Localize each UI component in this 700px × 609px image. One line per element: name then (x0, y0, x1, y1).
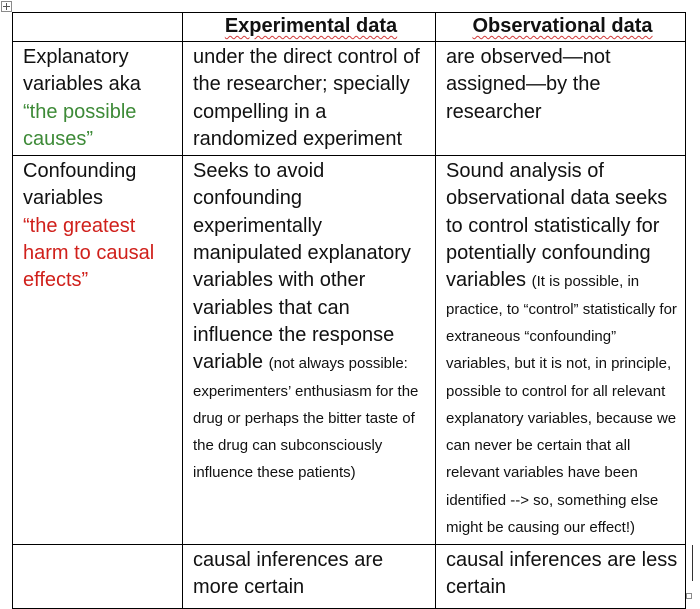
header-empty-cell[interactable] (13, 13, 183, 42)
experimental-text: causal inferences are more certain (193, 549, 384, 599)
observational-cell[interactable] (436, 545, 686, 609)
observational-note: (It is possible, in practice, to “control” statistically for extraneous “confounding” variables, but it is not, in principle, possible to control for all relevant explanatory variables, because we can never be certain that all relevant variables have been identified --> so, something else might be causing our effect!) (446, 273, 677, 537)
table-row (13, 156, 686, 545)
header-experimental-cell[interactable] (183, 13, 436, 42)
row-label: Confounding variables (23, 160, 137, 210)
comparison-table (12, 12, 686, 609)
observational-cell[interactable] (436, 42, 686, 156)
row-label-cell[interactable] (13, 545, 183, 609)
observational-text: Sound analysis of observational data seeks to control statistically for potentially confounding variables (446, 160, 668, 292)
table-row (13, 545, 686, 609)
experimental-cell[interactable] (183, 42, 436, 156)
experimental-cell[interactable] (183, 545, 436, 609)
header-observational: Observational data (472, 15, 653, 37)
observational-text: causal inferences are less certain (446, 549, 678, 599)
observational-text: are observed—not assigned—by the researcher (446, 46, 611, 123)
observational-cell[interactable] (436, 156, 686, 545)
table-move-handle-icon[interactable] (1, 1, 12, 12)
table-header-row (13, 13, 686, 42)
table-resize-handle-icon[interactable] (686, 593, 692, 599)
row-label-cell[interactable] (13, 156, 183, 545)
experimental-note: (not always possible: experimenters’ enthusiasm for the drug or perhaps the bitter taste of the drug can subconsciously influence these patients) (193, 355, 419, 482)
row-label-cell[interactable] (13, 42, 183, 156)
header-experimental: Experimental data (224, 15, 398, 37)
row-label-quote: “the greatest harm to causal effects” (23, 214, 155, 292)
table-row (13, 42, 686, 156)
experimental-cell[interactable] (183, 156, 436, 545)
row-label-quote: “the possible causes” (23, 100, 137, 150)
row-label: Explanatory variables aka (23, 46, 141, 96)
text-cursor-mark (692, 545, 697, 581)
header-observational-cell[interactable] (436, 13, 686, 42)
experimental-text: Seeks to avoid confounding experimentally manipulated explanatory variables with other variables that can influence the response variable (193, 160, 411, 374)
experimental-text: under the direct control of the researcher; specially compelling in a randomized experiment (193, 46, 420, 150)
